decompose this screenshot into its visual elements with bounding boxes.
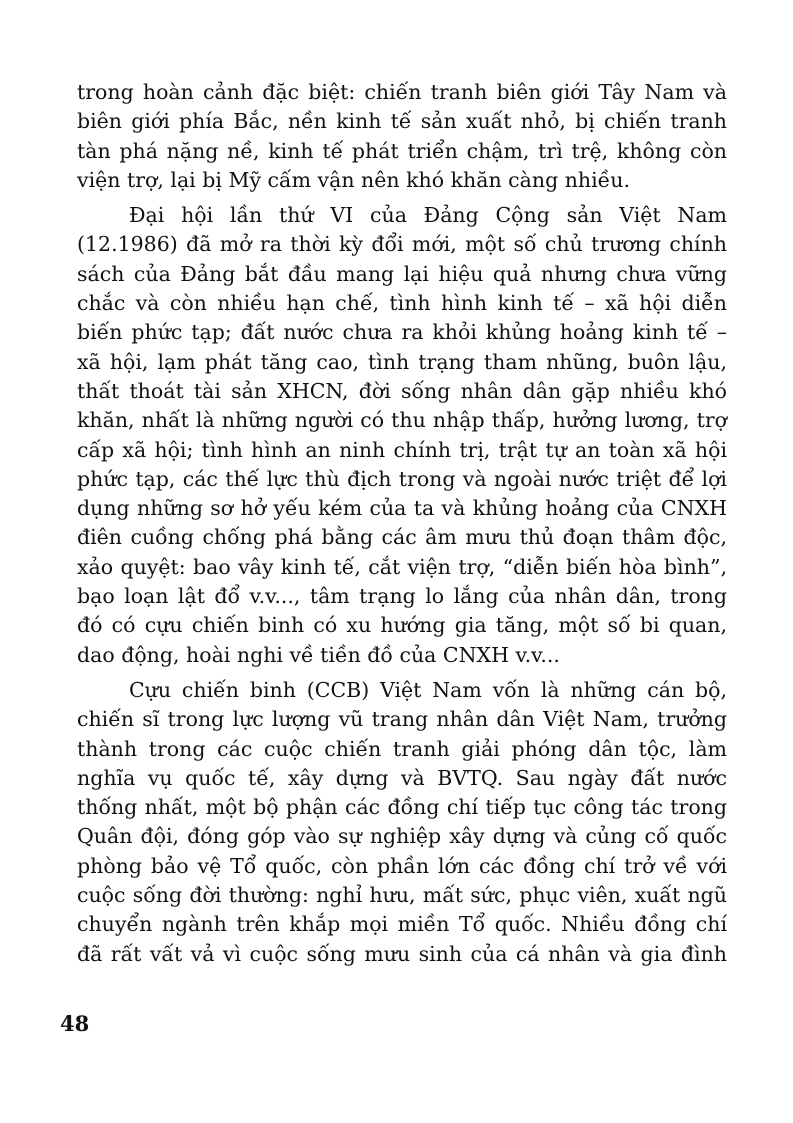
text-line: thống nhất, một bộ phận các đồng chí tiếp tục công tác trong <box>77 795 727 820</box>
text-line: cấp xã hội; tình hình an ninh chính trị, trật tự an toàn xã hội <box>77 437 727 462</box>
text-line: khăn, nhất là những người có thu nhập thấp, hưởng lương, trợ <box>77 408 727 433</box>
text-line: trong hoàn cảnh đặc biệt: chiến tranh biên giới Tây Nam và <box>77 80 727 104</box>
text-line: (12.1986) đã mở ra thời kỳ đổi mới, một số chủ trương chính <box>77 232 727 257</box>
paragraph-2 <box>77 201 727 670</box>
text-line: cuộc sống đời thường: nghỉ hưu, mất sức, phục viên, xuất ngũ <box>77 883 727 908</box>
text-line: chuyển ngành trên khắp mọi miền Tổ quốc. Nhiều đồng chí <box>77 912 727 937</box>
text-line: thành trong các cuộc chiến tranh giải phóng dân tộc, làm <box>77 736 727 761</box>
text-line: đó có cựu chiến binh có xu hướng gia tăng, một số bi quan, <box>77 613 727 638</box>
text-line: tàn phá nặng nề, kinh tế phát triển chậm, trì trệ, không còn <box>77 138 727 163</box>
text-line: xã hội, lạm phát tăng cao, tình trạng tham nhũng, buôn lậu, <box>77 349 727 374</box>
text-line: Đại hội lần thứ VI của Đảng Cộng sản Việt Nam <box>129 203 727 228</box>
text-line: viện trợ, lại bị Mỹ cấm vận nên khó khăn càng nhiều. <box>77 167 630 192</box>
paragraph-3 <box>77 676 727 969</box>
text-line: sách của Đảng bắt đầu mang lại hiệu quả nhưng chưa vững <box>77 261 727 286</box>
page-number: 48 <box>60 1011 90 1036</box>
text-line: xảo quyệt: bao vây kinh tế, cắt viện trợ, “diễn biến hòa bình”, <box>77 554 727 579</box>
text-line: chắc và còn nhiều hạn chế, tình hình kinh tế – xã hội diễn <box>77 291 727 316</box>
paragraph-1 <box>77 78 727 195</box>
text-line: bạo loạn lật đổ v.v..., tâm trạng lo lắng của nhân dân, trong <box>77 584 727 609</box>
text-line: điên cuồng chống phá bằng các âm mưu thủ đoạn thâm độc, <box>77 525 727 550</box>
text-line: dao động, hoài nghi về tiền đồ của CNXH v.v... <box>77 642 560 667</box>
text-line: nghĩa vụ quốc tế, xây dựng và BVTQ. Sau ngày đất nước <box>77 765 727 790</box>
text-line: Quân đội, đóng góp vào sự nghiệp xây dựng và củng cố quốc <box>77 824 727 849</box>
text-line: phức tạp, các thế lực thù địch trong và ngoài nước triệt để lợi <box>77 466 727 491</box>
text-line: Cựu chiến binh (CCB) Việt Nam vốn là những cán bộ, <box>129 677 727 702</box>
text-line: biên giới phía Bắc, nền kinh tế sản xuất nhỏ, bị chiến tranh <box>77 109 727 134</box>
text-line: biến phức tạp; đất nước chưa ra khỏi khủng hoảng kinh tế – <box>77 320 727 345</box>
text-line: phòng bảo vệ Tổ quốc, còn phần lớn các đồng chí trở về với <box>77 853 727 878</box>
text-line: dụng những sơ hở yếu kém của ta và khủng hoảng của CNXH <box>77 496 727 521</box>
text-line: thất thoát tài sản XHCN, đời sống nhân dân gặp nhiều khó <box>77 378 727 403</box>
text-line: đã rất vất vả vì cuộc sống mưu sinh của cá nhân và gia đình <box>77 941 727 966</box>
page-body <box>77 78 727 975</box>
text-line: chiến sĩ trong lực lượng vũ trang nhân dân Việt Nam, trưởng <box>77 707 727 732</box>
